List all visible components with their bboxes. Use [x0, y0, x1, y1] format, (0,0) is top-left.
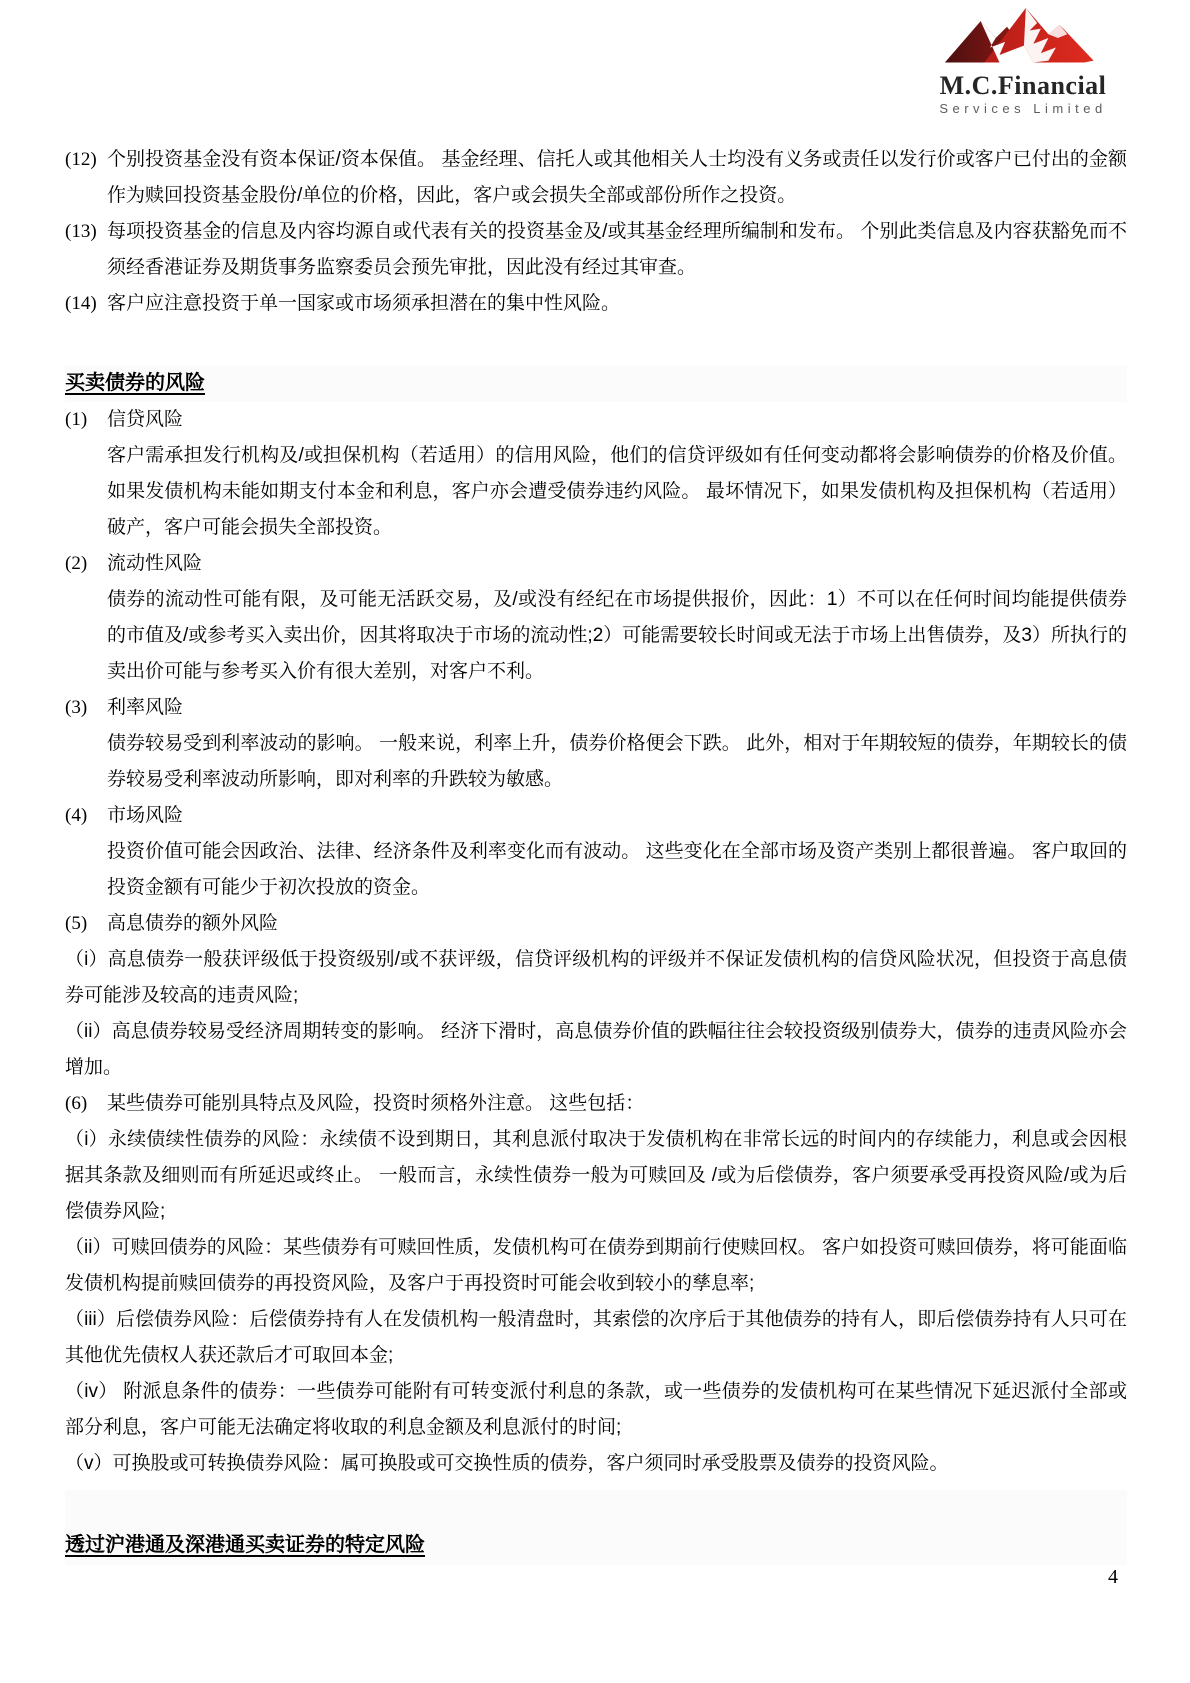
item-number: (5) [65, 913, 88, 934]
connect-heading-bar [65, 1490, 1127, 1565]
item-number: (13) [65, 221, 97, 242]
item-number: (12) [65, 149, 97, 170]
bond-item-2 [65, 546, 1127, 690]
item-title: 信贷风险 [107, 409, 184, 430]
logo-subtitle-text: Services Limited [939, 101, 1107, 116]
subitem-i: （i）永续债续性债券的风险：永续债不设到期日，其利息派付取决于发债机构在非常长远的时间内的存续能力，利息或会因根据其条款及细则而有所延迟或终止。 一般而言，永续性债券一般为可赎回及 /或为后偿债券，客户须要承受再投资风险/或为后偿债券风险; [65, 1129, 1127, 1222]
item-title: 高息债券的额外风险 [107, 913, 279, 934]
item-paragraph: 客户需承担发行机构及/或担保机构（若适用）的信用风险，他们的信贷评级如有任何变动都将会影响债券的价格及价值。 如果发债机构未能如期支付本金和利息，客户亦会遭受债券违约风险。 最坏情况下，如果发债机构及担保机构（若适用）破产，客户可能会损失全部投资。 [107, 445, 1127, 538]
bond-item-3 [65, 690, 1127, 798]
item-number: (6) [65, 1093, 88, 1114]
logo-brand-text: M.C.Financial [939, 71, 1107, 100]
subitem-v: （v）可换股或可转换债券风险：属可换股或可交换性质的债券，客户须同时承受股票及债券的投资风险。 [65, 1453, 949, 1474]
bond-item-6 [65, 1086, 1127, 1482]
page-number: 4 [1108, 1566, 1118, 1588]
subitem-iv: （iv） 附派息条件的债券：一些债券可能附有可转变派付利息的条款，或一些债券的发债机构可在某些情况下延迟派付全部或部分利息，客户可能无法确定将收取的利息金额及利息派付的时间; [65, 1381, 1127, 1438]
list-item-13 [65, 214, 1127, 286]
item-number: (4) [65, 805, 88, 826]
item-number: (2) [65, 553, 88, 574]
item-text: 个别投资基金没有资本保证/资本保值。 基金经理、信托人或其他相关人士均没有义务或责任以发行价或客户已付出的金额作为赎回投资基金股份/单位的价格，因此，客户或会损失全部或部份所作之投资。 [107, 149, 1127, 206]
document-body [65, 142, 1127, 1565]
item-title: 某些债券可能别具特点及风险，投资时须格外注意。 这些包括： [107, 1093, 645, 1114]
bond-item-5 [65, 906, 1127, 1086]
bond-item-1 [65, 402, 1127, 546]
item-text: 客户应注意投资于单一国家或市场须承担潜在的集中性风险。 [107, 293, 621, 314]
item-title: 利率风险 [107, 697, 184, 718]
list-item-14 [65, 286, 1127, 322]
item-title: 市场风险 [107, 805, 184, 826]
subitem-iii: （iii）后偿债券风险：后偿债券持有人在发债机构一般清盘时，其索偿的次序后于其他债券的持有人，即后偿债券持有人只可在其他优先债权人获还款后才可取回本金; [65, 1309, 1127, 1366]
item-paragraph: 债券较易受到利率波动的影响。 一般来说，利率上升，债券价格便会下跌。 此外，相对于年期较短的债券，年期较长的债券较易受利率波动所影响，即对利率的升跌较为敏感。 [107, 733, 1127, 790]
subitem-ii: （ii）高息债券较易受经济周期转变的影响。 经济下滑时，高息债券价值的跌幅往往会较投资级别债券大，债券的违责风险亦会增加。 [65, 1021, 1127, 1078]
item-number: (1) [65, 409, 88, 430]
bond-risk-heading-bar [65, 365, 1127, 402]
mountain-logo-icon [943, 6, 1103, 72]
item-number: (14) [65, 293, 97, 314]
list-item-12 [65, 142, 1127, 214]
item-number: (3) [65, 697, 88, 718]
item-title: 流动性风险 [107, 553, 203, 574]
connect-heading: 透过沪港通及深港通买卖证券的特定风险 [65, 1534, 425, 1556]
company-logo [934, 6, 1112, 116]
item-paragraph: 债券的流动性可能有限，及可能无活跃交易，及/或没有经纪在市场提供报价，因此：1）不可以在任何时间均能提供债券的市值及/或参考买入卖出价，因其将取决于市场的流动性;2）可能需要较长时间或无法于市场上出售债券，及3）所执行的卖出价可能与参考买入价有很大差别，对客户不利。 [107, 589, 1127, 682]
subitem-i: （i）高息债券一般获评级低于投资级别/或不获评级，信贷评级机构的评级并不保证发债机构的信贷风险状况，但投资于高息债券可能涉及较高的违责风险; [65, 949, 1127, 1006]
item-text: 每项投资基金的信息及内容均源自或代表有关的投资基金及/或其基金经理所编制和发布。 个别此类信息及内容获豁免而不须经香港证券及期货事务监察委员会预先审批，因此没有经过其审查。 [107, 221, 1127, 278]
bond-item-4 [65, 798, 1127, 906]
item-paragraph: 投资价值可能会因政治、法律、经济条件及利率变化而有波动。 这些变化在全部市场及资产类别上都很普遍。 客户取回的投资金额有可能少于初次投放的资金。 [107, 841, 1127, 898]
bond-risk-heading: 买卖债券的风险 [65, 372, 205, 394]
subitem-ii: （ii）可赎回债券的风险：某些债券有可赎回性质，发债机构可在债券到期前行使赎回权。 客户如投资可赎回债券，将可能面临发债机构提前赎回债券的再投资风险，及客户于再投资时可能会收到较小的孳息率; [65, 1237, 1127, 1294]
